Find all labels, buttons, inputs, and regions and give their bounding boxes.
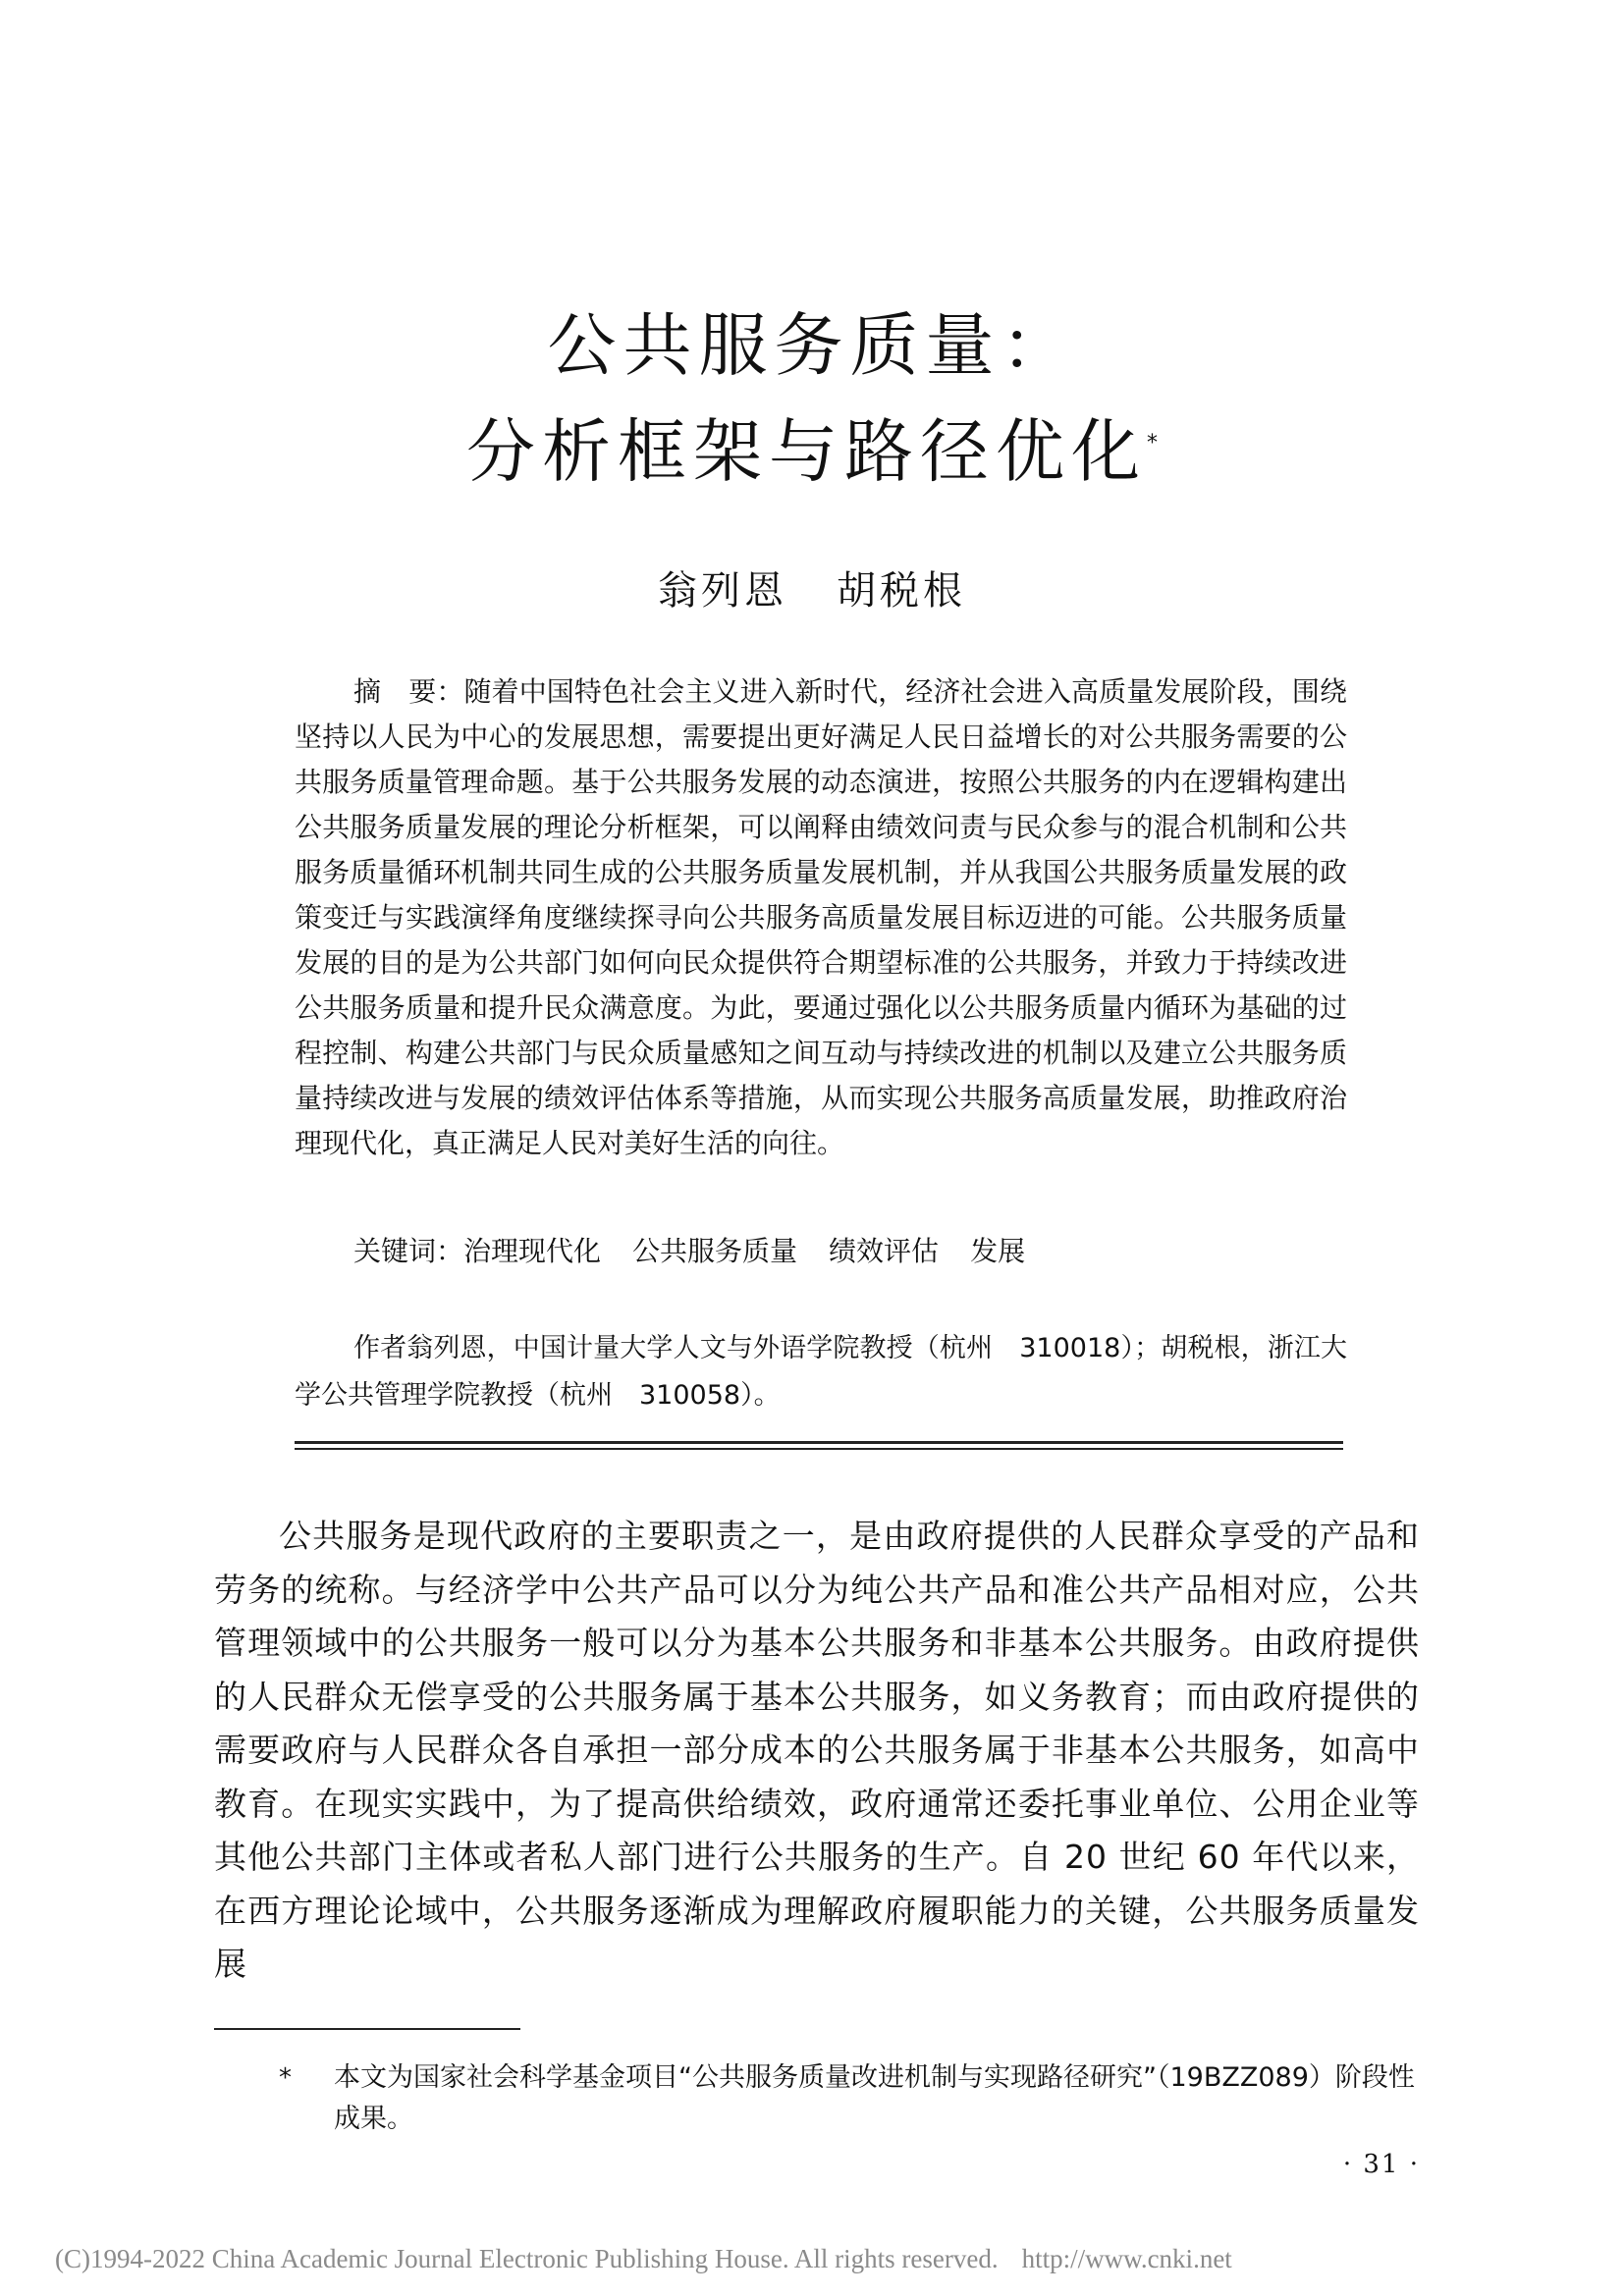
section-divider	[295, 1441, 1343, 1444]
keyword-item: 公共服务质量	[632, 1235, 798, 1267]
page-number: · 31 ·	[1342, 2150, 1420, 2179]
abstract	[295, 669, 1347, 1166]
body-paragraph: 公共服务是现代政府的主要职责之一，是由政府提供的人民群众享受的产品和劳务的统称。与经济学中公共产品可以分为纯公共产品和准公共产品相对应，公共管理领域中的公共服务一般可以分为基本公共服务和非基本公共服务。由政府提供的人民群众无偿享受的公共服务属于基本公共服务，如义务教育；而由政府提供的需要政府与人民群众各自承担一部分成本的公共服务属于非基本公共服务，如高中教育。在现实实践中，为了提高供给绩效，政府通常还委托事业单位、公用企业等其他公共部门主体或者私人部门进行公共服务的生产。自 20 世纪 60 年代以来，在西方理论论域中，公共服务逐渐成为理解政府履职能力的关键，公共服务质量发展	[214, 1517, 1420, 1983]
author-name: 翁列恩	[658, 568, 787, 614]
title-text-2: 分析框架与路径优化	[466, 411, 1147, 492]
copyright-text: (C)1994-2022 China Academic Journal Electronic Publishing House. All rights reserved.	[55, 2244, 999, 2273]
copyright-url: http://www.cnki.net	[1021, 2244, 1232, 2273]
author-line	[0, 560, 1624, 615]
footnote-text: 本文为国家社会科学基金项目“公共服务质量改进机制与实现路径研究”（19BZZ089）阶段性成果。	[334, 2062, 1415, 2134]
title-text-1: 公共服务质量：	[547, 305, 1077, 386]
title-line-1	[0, 306, 1624, 385]
footnote-divider	[214, 2028, 520, 2030]
author-note-text: 作者翁列恩，中国计量大学人文与外语学院教授（杭州 310018）；胡税根，浙江大学公共管理学院教授（杭州 310058）。	[295, 1333, 1347, 1411]
keywords-label: 关键词：	[353, 1235, 464, 1267]
section-divider	[295, 1448, 1343, 1450]
author-note	[295, 1325, 1347, 1419]
keywords	[295, 1229, 1347, 1274]
footnote	[279, 2057, 1420, 2140]
keyword-item: 绩效评估	[829, 1235, 940, 1267]
abstract-label: 摘 要：	[353, 675, 464, 708]
title-line-2	[0, 412, 1624, 491]
keyword-item: 治理现代化	[463, 1235, 602, 1267]
title-footnote-mark: *	[1147, 431, 1158, 455]
keyword-item: 发展	[970, 1235, 1026, 1267]
abstract-text: 随着中国特色社会主义进入新时代，经济社会进入高质量发展阶段，围绕坚持以人民为中心的发展思想，需要提出更好满足人民日益增长的对公共服务需要的公共服务质量管理命题。基于公共服务发展的动态演进，按照公共服务的内在逻辑构建出公共服务质量发展的理论分析框架，可以阐释由绩效问责与民众参与的混合机制和公共服务质量循环机制共同生成的公共服务质量发展机制，并从我国公共服务质量发展的政策变迁与实践演绎角度继续探寻向公共服务高质量发展目标迈进的可能。公共服务质量发展的目的是为公共部门如何向民众提供符合期望标准的公共服务，并致力于持续改进公共服务质量和提升民众满意度。为此，要通过强化以公共服务质量内循环为基础的过程控制、构建公共部门与民众质量感知之间互动与持续改进的机制以及建立公共服务质量持续改进与发展的绩效评估体系等措施，从而实现公共服务高质量发展，助推政府治理现代化，真正满足人民对美好生活的向往。	[295, 675, 1347, 1159]
author-name: 胡税根	[837, 568, 966, 614]
footnote-marker: *	[279, 2063, 292, 2093]
copyright-footer	[55, 2244, 1232, 2274]
